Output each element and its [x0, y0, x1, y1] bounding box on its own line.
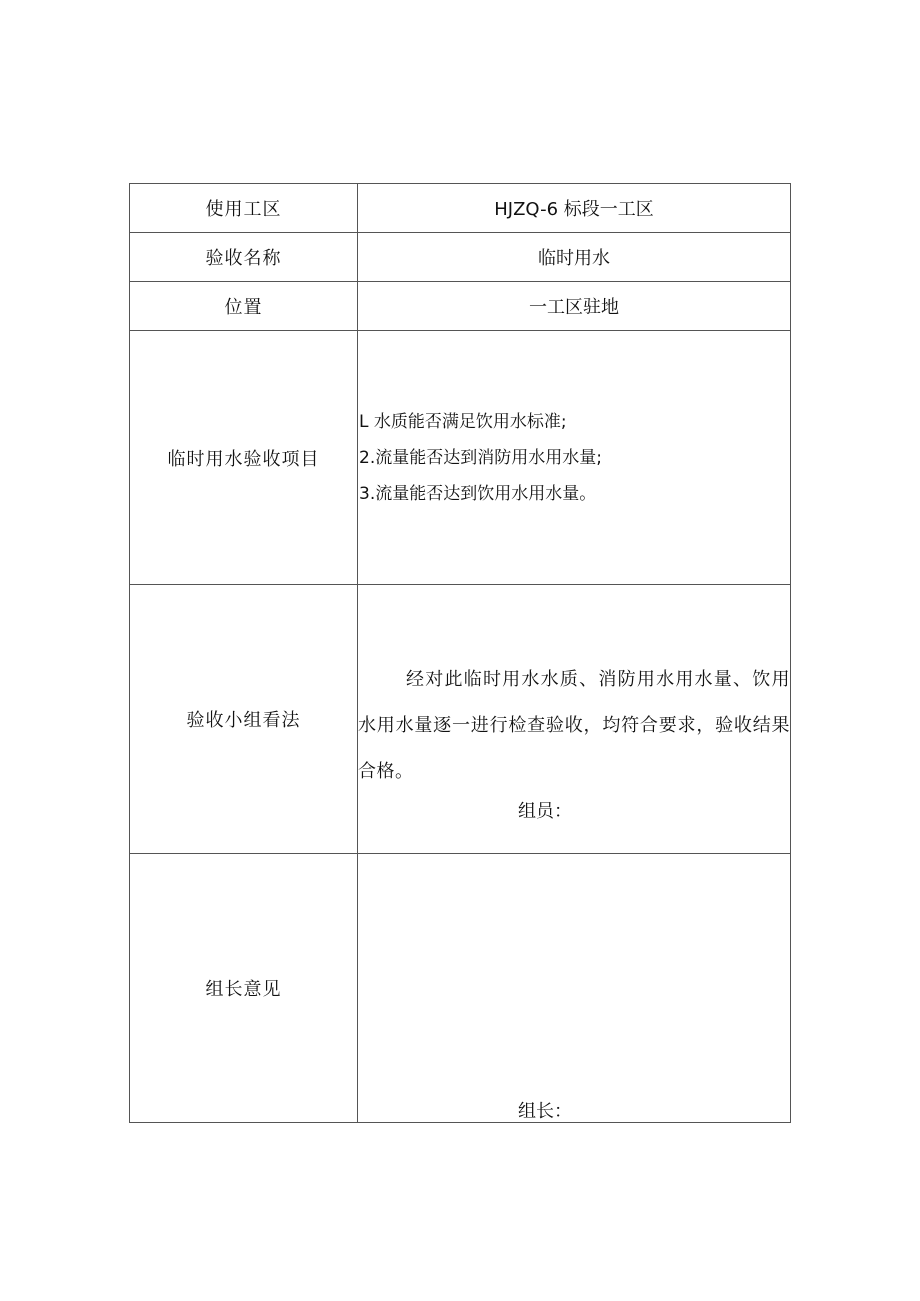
- acceptance-item-2: 2.流量能否达到消防用水用水量;: [359, 447, 602, 468]
- work-area-value: HJZQ-6 标段一工区: [358, 184, 791, 233]
- acceptance-items-cell: [358, 331, 791, 585]
- work-area-label: 使用工区: [130, 184, 358, 233]
- group-member-signature: 组员：: [518, 801, 572, 822]
- location-value: 一工区驻地: [358, 282, 791, 331]
- row-acceptance-name: [130, 233, 791, 282]
- acceptance-items-label: 临时用水验收项目: [130, 331, 358, 585]
- acceptance-item-1: L 水质能否满足饮用水标准;: [359, 411, 567, 432]
- row-leader-opinion: [130, 854, 791, 1123]
- acceptance-item-3: 3.流量能否达到饮用水用水量。: [359, 483, 597, 504]
- location-label: 位置: [130, 282, 358, 331]
- group-opinion-label: 验收小组看法: [130, 585, 358, 854]
- group-opinion-text: 经对此临时用水水质、消防用水用水量、饮用水用水量逐一进行检查验收，均符合要求，验收结果合格。: [358, 669, 790, 782]
- acceptance-name-value: 临时用水: [358, 233, 791, 282]
- leader-opinion-cell: [358, 854, 791, 1123]
- row-location: [130, 282, 791, 331]
- row-group-opinion: [130, 585, 791, 854]
- group-opinion-cell: [358, 585, 791, 854]
- leader-signature: 组长：: [518, 1101, 572, 1122]
- row-work-area: [130, 184, 791, 233]
- acceptance-items-list: [358, 404, 790, 512]
- row-acceptance-items: [130, 331, 791, 585]
- acceptance-form-table: [129, 183, 791, 1123]
- acceptance-name-label: 验收名称: [130, 233, 358, 282]
- leader-opinion-label: 组长意见: [130, 854, 358, 1123]
